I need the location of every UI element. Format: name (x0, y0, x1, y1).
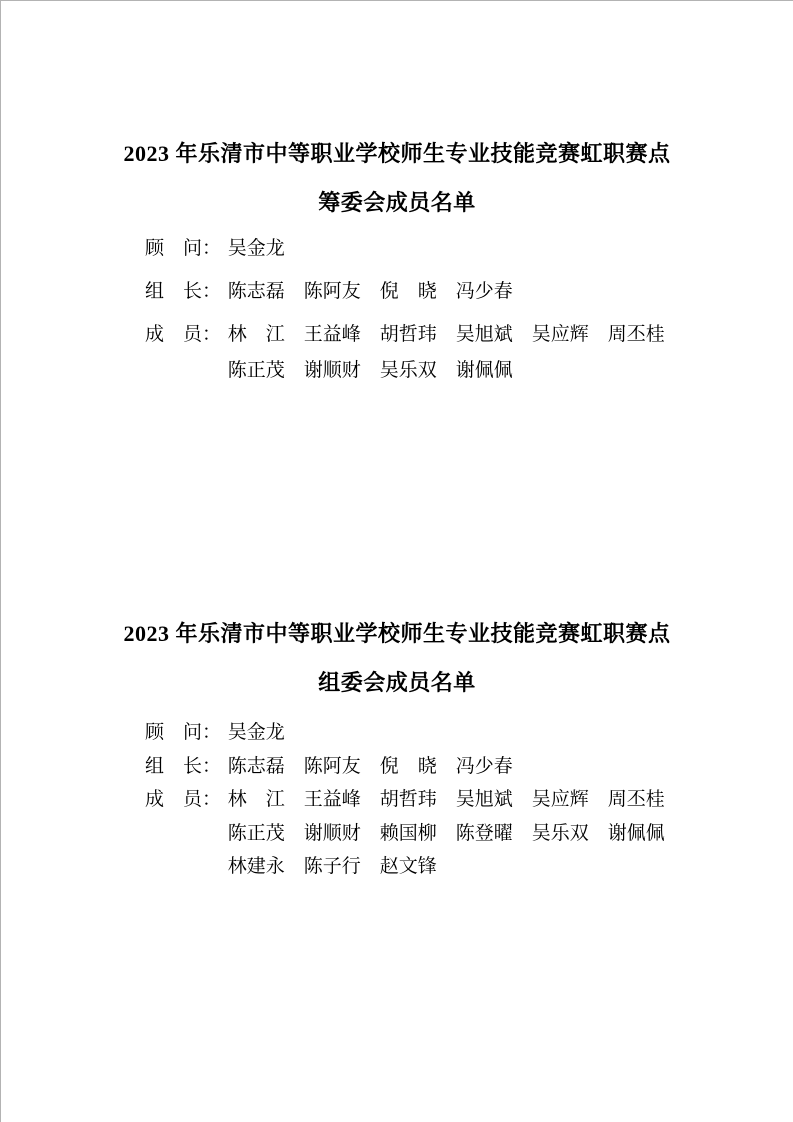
member-names: 陈正茂 谢顺财 吴乐双 谢佩佩 (227, 360, 513, 381)
member-names: 林 江 王益峰 胡哲玮 吴旭斌 吴应辉 周丕桂 (227, 789, 665, 810)
member-names: 陈志磊 陈阿友 倪 晓 冯少春 (227, 756, 513, 777)
role-label: 顾 问： (145, 722, 222, 743)
section1-advisor-row (145, 238, 285, 260)
section1-members-row (145, 324, 665, 346)
section2-members-row-continued-2 (145, 856, 437, 878)
member-names: 陈志磊 陈阿友 倪 晓 冯少春 (227, 281, 513, 302)
section2-leader-row (145, 756, 513, 778)
section2-members-row (145, 789, 665, 811)
section2-title-line2: 组委会成员名单 (318, 670, 476, 695)
member-names: 陈正茂 谢顺财 赖国柳 陈登曜 吴乐双 谢佩佩 (227, 823, 665, 844)
member-names: 林 江 王益峰 胡哲玮 吴旭斌 吴应辉 周丕桂 (227, 324, 665, 345)
member-names: 林建永 陈子行 赵文锋 (227, 856, 437, 877)
role-label: 成 员： (145, 324, 222, 345)
member-names: 吴金龙 (227, 238, 285, 259)
member-names: 吴金龙 (227, 722, 285, 743)
section2-members-row-continued-1 (145, 823, 665, 845)
section1-members-row-continued (145, 360, 513, 382)
role-label: 顾 问： (145, 238, 222, 259)
section1-leader-row (145, 281, 513, 303)
section1-title-line1: 2023 年乐清市中等职业学校师生专业技能竞赛虹职赛点 (123, 141, 671, 166)
section2-title-line1: 2023 年乐清市中等职业学校师生专业技能竞赛虹职赛点 (123, 621, 671, 646)
role-label: 组 长： (145, 281, 222, 302)
section1-title-line2: 筹委会成员名单 (318, 190, 476, 215)
role-label: 成 员： (145, 789, 222, 810)
role-label: 组 长： (145, 756, 222, 777)
section2-advisor-row (145, 722, 285, 744)
